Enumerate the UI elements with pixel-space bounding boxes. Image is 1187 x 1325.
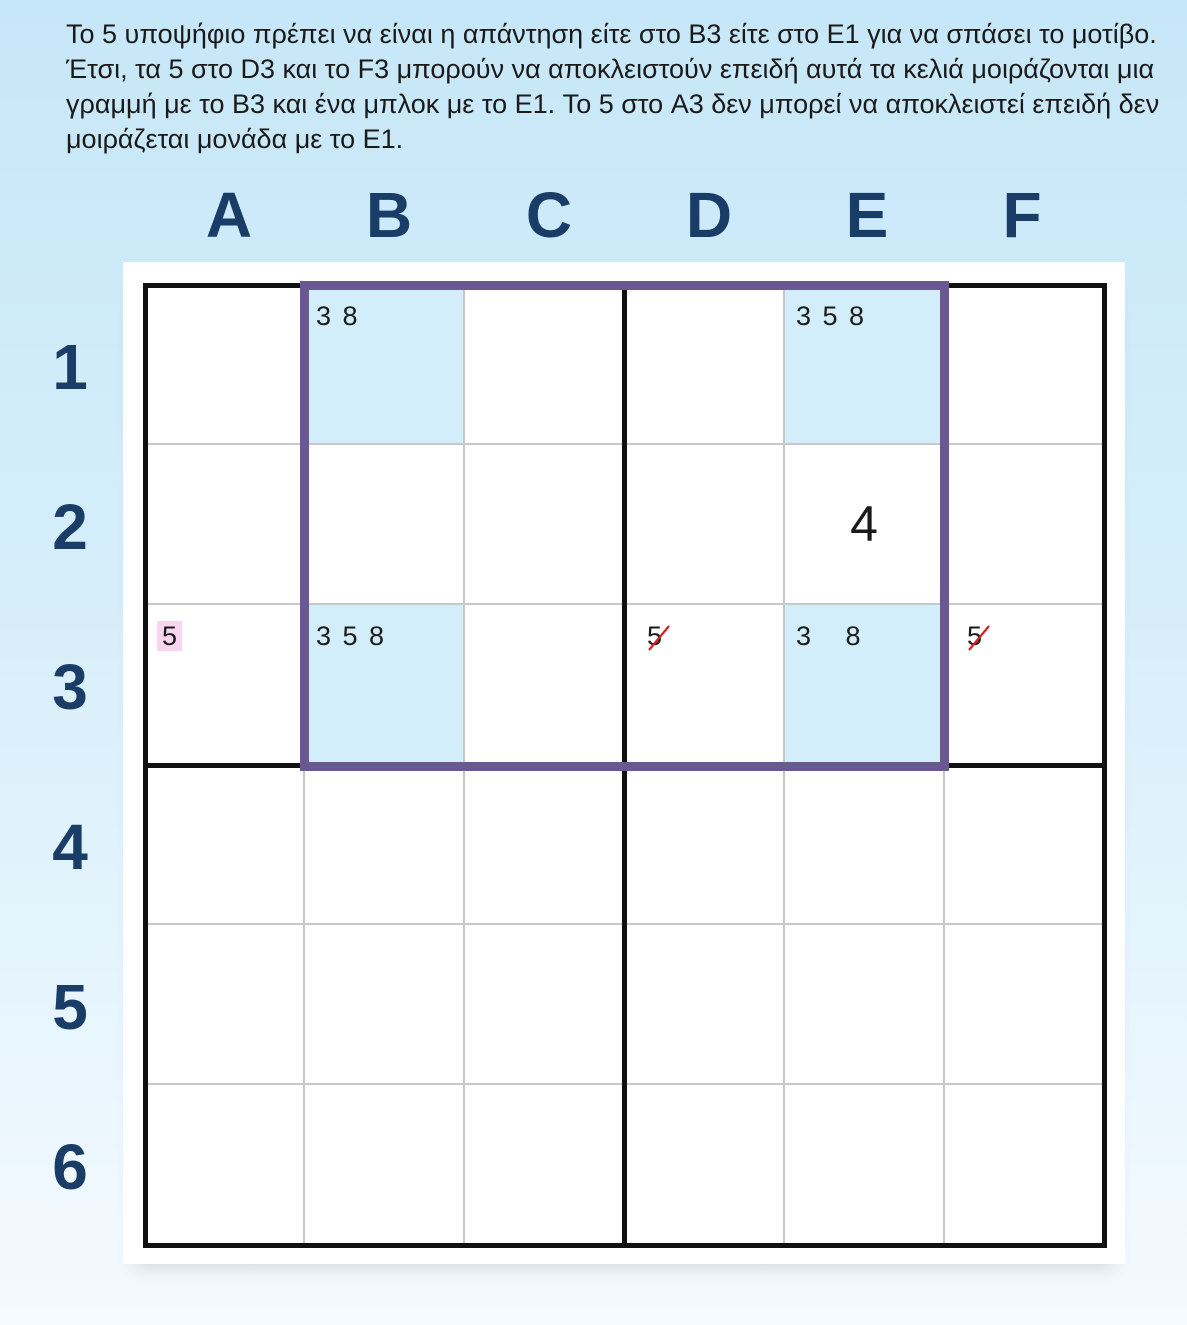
cell-f3[interactable]	[945, 605, 1105, 765]
cell-c5[interactable]	[465, 925, 625, 1085]
cell-a6[interactable]	[145, 1085, 305, 1245]
column-label-b: B	[365, 179, 413, 251]
cell-b3-candidates: 3 5 8	[316, 621, 385, 651]
cell-b5[interactable]	[305, 925, 465, 1085]
cell-d3-eliminated-digit: 5	[647, 621, 663, 651]
column-label-d: D	[685, 179, 733, 251]
cell-f4[interactable]	[945, 765, 1105, 925]
pattern-outline	[300, 281, 949, 771]
cell-f6[interactable]	[945, 1085, 1105, 1245]
cell-d4[interactable]	[625, 765, 785, 925]
cell-f2[interactable]	[945, 445, 1105, 605]
cell-d6[interactable]	[625, 1085, 785, 1245]
row-label-1: 1	[52, 331, 88, 403]
cell-f3-eliminated-candidate	[967, 621, 993, 653]
row-label-4: 4	[52, 811, 88, 883]
board-border-left	[143, 283, 148, 1248]
cell-b4[interactable]	[305, 765, 465, 925]
cell-b1-candidates: 3 8	[316, 301, 358, 331]
instruction-text: Το 5 υποψήφιο πρέπει να είναι η απάντηση είτε στο B3 είτε στο E1 για να σπάσει το μοτίβο. Έτσι, τα 5 στο D3 και το F3 μπορούν να αποκλειστούν επειδή αυτά τα κελιά μοιράζονται μια γραμμή με το B3 και ένα μπλοκ με το E1. Το 5 στο A3 δεν μπορεί να αποκλειστεί επειδή δεν μοιράζεται μονάδα με το E1.	[66, 19, 1160, 154]
board-border-right	[1102, 283, 1107, 1248]
cell-f5[interactable]	[945, 925, 1105, 1085]
cell-e5[interactable]	[785, 925, 945, 1085]
column-label-f: F	[1002, 179, 1042, 251]
row-label-2: 2	[52, 491, 88, 563]
cell-b6[interactable]	[305, 1085, 465, 1245]
row-label-5: 5	[52, 971, 88, 1043]
cell-e4[interactable]	[785, 765, 945, 925]
column-label-c: C	[525, 179, 573, 251]
cell-e6[interactable]	[785, 1085, 945, 1245]
cell-e1-candidates: 3 5 8	[796, 301, 865, 331]
cell-d5[interactable]	[625, 925, 785, 1085]
cell-a4[interactable]	[145, 765, 305, 925]
column-label-a: A	[205, 179, 253, 251]
row-label-6: 6	[52, 1131, 88, 1203]
cell-c6[interactable]	[465, 1085, 625, 1245]
strike-icon	[967, 621, 993, 653]
cell-a1[interactable]	[145, 285, 305, 445]
cell-a5[interactable]	[145, 925, 305, 1085]
cell-c4[interactable]	[465, 765, 625, 925]
cell-a3-candidate-marked: 5	[157, 621, 182, 651]
cell-f3-eliminated-digit: 5	[967, 621, 983, 651]
row-label-3: 3	[52, 651, 88, 723]
cell-a3[interactable]	[145, 605, 305, 765]
column-label-e: E	[845, 179, 889, 251]
cell-e3-candidates: 3 8	[796, 621, 861, 651]
cell-a2[interactable]	[145, 445, 305, 605]
cell-f1[interactable]	[945, 285, 1105, 445]
cell-e2-value: 4	[850, 496, 878, 552]
